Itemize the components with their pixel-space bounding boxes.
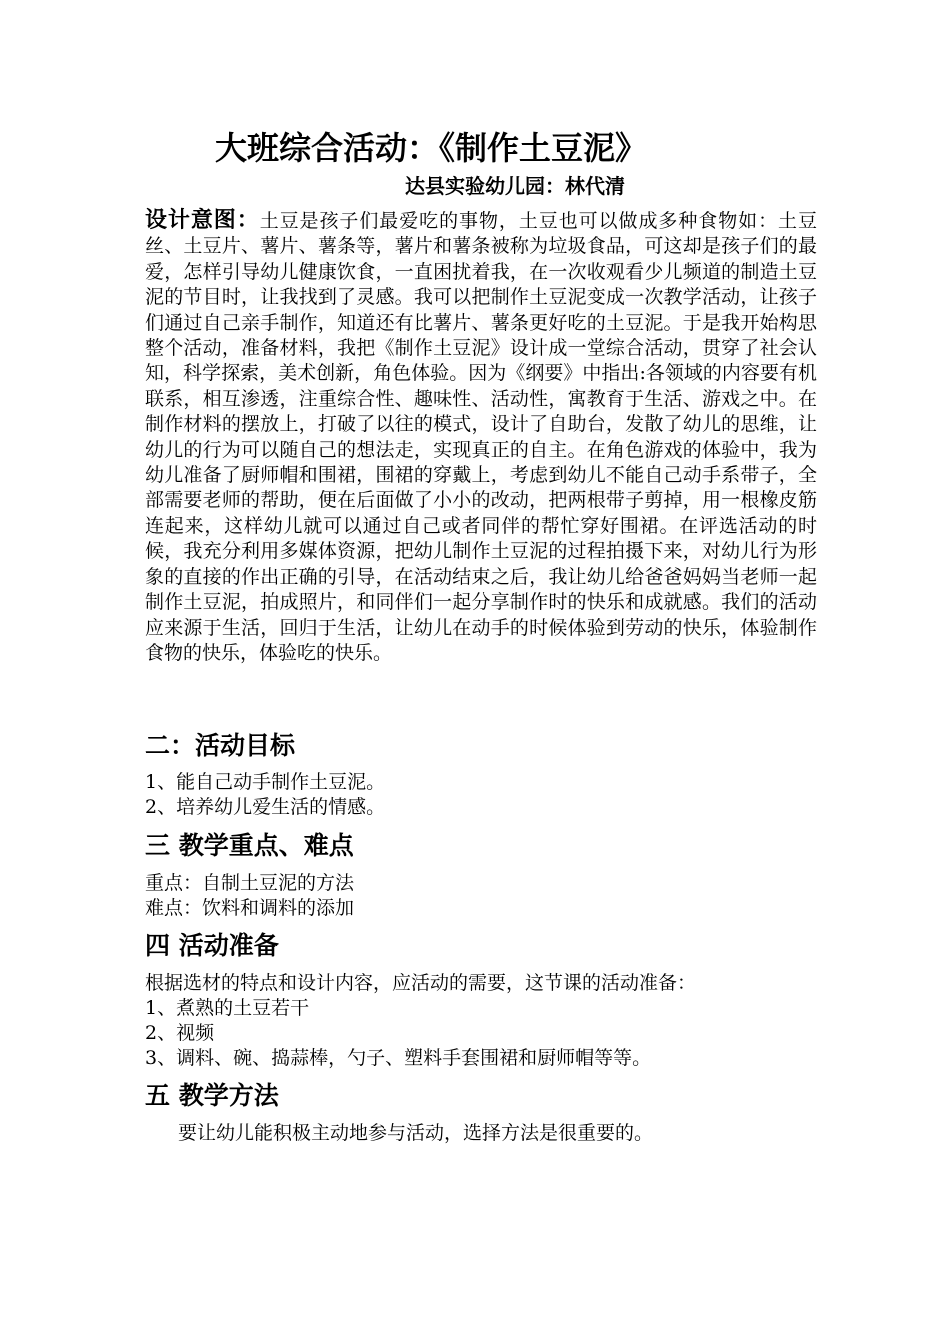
author-line: 达县实验幼儿园：林代清 (405, 174, 625, 198)
preparation-item: 1、煮熟的土豆若干 (145, 997, 310, 1019)
section-heading-key-points: 三 教学重点、难点 (145, 831, 354, 860)
section-heading-methods: 五 教学方法 (145, 1081, 279, 1110)
preparation-item: 3、调料、碗、捣蒜棒，勺子、塑料手套围裙和厨师帽等等。 (145, 1047, 652, 1069)
methods-text: 要让幼儿能积极主动地参与活动，选择方法是很重要的。 (178, 1122, 654, 1144)
section-heading-goals: 二：活动目标 (145, 731, 296, 760)
goal-item: 2、培养幼儿爱生活的情感。 (145, 796, 386, 818)
preparation-intro: 根据选材的特点和设计内容，应活动的需要，这节课的活动准备： (145, 972, 697, 994)
key-point-item: 重点：自制土豆泥的方法 (145, 872, 355, 894)
design-intent-paragraph (145, 208, 817, 666)
document-title: 大班综合活动：《制作土豆泥》 (215, 129, 648, 167)
design-intent-text: 土豆是孩子们最爱吃的事物，土豆也可以做成多种食物如：土豆丝、土豆片、薯片、薯条等，薯片和薯条被称为垃圾食品，可这却是孩子们的最爱，怎样引导幼儿健康饮食，一直困扰着我，在一次收观看少儿频道的制造土豆泥的节目时，让我找到了灵感。我可以把制作土豆泥变成一次教学活动，让孩子们通过自己亲手制作，知道还有比薯片、薯条更好吃的土豆泥。于是我开始构思整个活动，准备材料，我把《制作土豆泥》设计成一堂综合活动，贯穿了社会认知，科学探索，美术创新，角色体验。因为《纲要》中指出:各领域的内容要有机联系，相互渗透，注重综合性、趣味性、活动性，寓教育于生活、游戏之中。在制作材料的摆放上，打破了以往的模式，设计了自助台，发散了幼儿的思维，让幼儿的行为可以随自己的想法走，实现真正的自主。在角色游戏的体验中，我为幼儿准备了厨师帽和围裙，围裙的穿戴上，考虑到幼儿不能自己动手系带子，全部需要老师的帮助，便在后面做了小小的改动，把两根带子剪掉，用一根橡皮筋连起来，这样幼儿就可以通过自己或者同伴的帮忙穿好围裙。在评选活动的时候，我充分利用多媒体资源，把幼儿制作土豆泥的过程拍摄下来，对幼儿行为形象的直接的作出正确的引导，在活动结束之后，我让幼儿给爸爸妈妈当老师一起制作土豆泥，拍成照片，和同伴们一起分享制作时的快乐和成就感。我们的活动应来源于生活，回归于生活，让幼儿在动手的时候体验到劳动的快乐，体验制作食物的快乐，体验吃的快乐。 (145, 210, 817, 664)
design-intent-label: 设计意图： (145, 208, 260, 233)
section-heading-preparation: 四 活动准备 (145, 931, 279, 960)
goal-item: 1、能自己动手制作土豆泥。 (145, 771, 386, 793)
difficulty-item: 难点：饮料和调料的添加 (145, 897, 355, 919)
preparation-item: 2、视频 (145, 1022, 215, 1044)
